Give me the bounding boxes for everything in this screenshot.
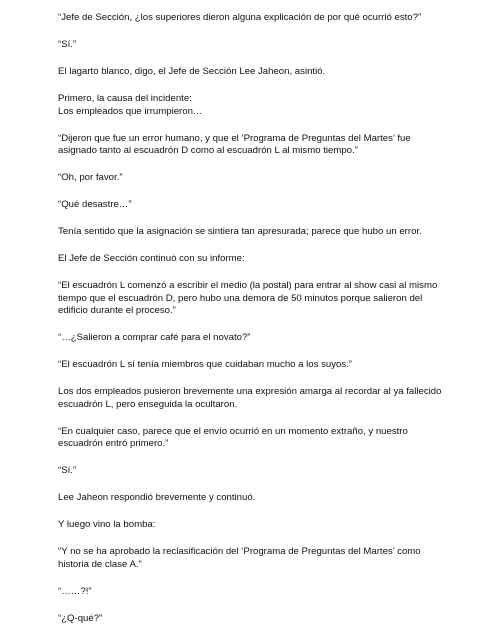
paragraph <box>58 359 474 372</box>
paragraph <box>58 332 474 345</box>
paragraph <box>58 199 474 212</box>
paragraph-line: “Qué desastre…” <box>58 199 132 211</box>
paragraph <box>58 280 474 318</box>
paragraph-line: “¿Q-qué?” <box>58 612 103 624</box>
paragraph-line: El Jefe de Sección continuó con su informe: <box>58 253 245 265</box>
paragraph <box>58 66 474 79</box>
paragraph-line: tiempo que el escuadrón D, pero hubo una demora de 50 minutos porque salieron del <box>58 292 423 304</box>
paragraph-line: “El escuadrón L sí tenía miembros que cuidaban mucho a los suyos.” <box>58 359 353 371</box>
paragraph-line: Y luego vino la bomba: <box>58 519 156 531</box>
paragraph-line: El lagarto blanco, digo, el Jefe de Sección Lee Jaheon, asintió. <box>58 65 326 77</box>
paragraph-line: historia de clase A.” <box>58 558 142 570</box>
paragraph <box>58 12 474 25</box>
paragraph-line: Los dos empleados pusieron brevemente una expresión amarga al recordar al ya fallecido <box>58 386 442 398</box>
paragraph <box>58 133 474 158</box>
paragraph <box>58 386 474 411</box>
paragraph-line: asignado tanto al escuadrón D como al escuadrón L al mismo tiempo.” <box>58 145 358 157</box>
paragraph-line: “Sí.” <box>58 38 77 50</box>
paragraph <box>58 613 474 626</box>
paragraph <box>58 172 474 185</box>
paragraph-line: “Y no se ha aprobado la reclasificación del ‘Programa de Preguntas del Martes’ como <box>58 546 421 558</box>
paragraph-line: Los empleados que irrumpieron… <box>58 105 203 117</box>
paragraph <box>58 426 474 451</box>
paragraph-line: “Sí.” <box>58 465 77 477</box>
paragraph <box>58 226 474 239</box>
paragraph <box>58 253 474 266</box>
paragraph-line: “……?!” <box>58 585 92 597</box>
paragraph <box>58 586 474 599</box>
paragraph-line: “Dijeron que fue un error humano, y que el ‘Programa de Preguntas del Martes’ fue <box>58 132 411 144</box>
paragraph <box>58 546 474 571</box>
paragraph-line: escuadrón entró primero.” <box>58 438 169 450</box>
paragraph-line: Primero, la causa del incidente: <box>58 92 192 104</box>
paragraph <box>58 519 474 532</box>
paragraph <box>58 93 474 118</box>
paragraph-line: escuadrón L, pero enseguida la ocultaron. <box>58 398 238 410</box>
paragraph-line: “En cualquier caso, parece que el envío ocurrió en un momento extraño, y nuestro <box>58 425 408 437</box>
paragraph-line: “Jefe de Sección, ¿los superiores dieron alguna explicación de por qué ocurrió esto?” <box>58 12 422 23</box>
paragraph-line: Tenía sentido que la asignación se sintiera tan apresurada; parece que hubo un error. <box>58 226 422 238</box>
paragraph-line: edificio durante el proceso.” <box>58 305 176 317</box>
paragraph-line: Lee Jaheon respondió brevemente y continuó. <box>58 492 256 504</box>
paragraph-line: “El escuadrón L comenzó a escribir el medio (la postal) para entrar al show casi al mismo <box>58 280 438 292</box>
paragraph <box>58 465 474 478</box>
paragraph-line: “Oh, por favor.” <box>58 172 123 184</box>
paragraph <box>58 492 474 505</box>
paragraph <box>58 39 474 52</box>
paragraph-line: “…¿Salieron a comprar café para el novato?” <box>58 332 251 344</box>
